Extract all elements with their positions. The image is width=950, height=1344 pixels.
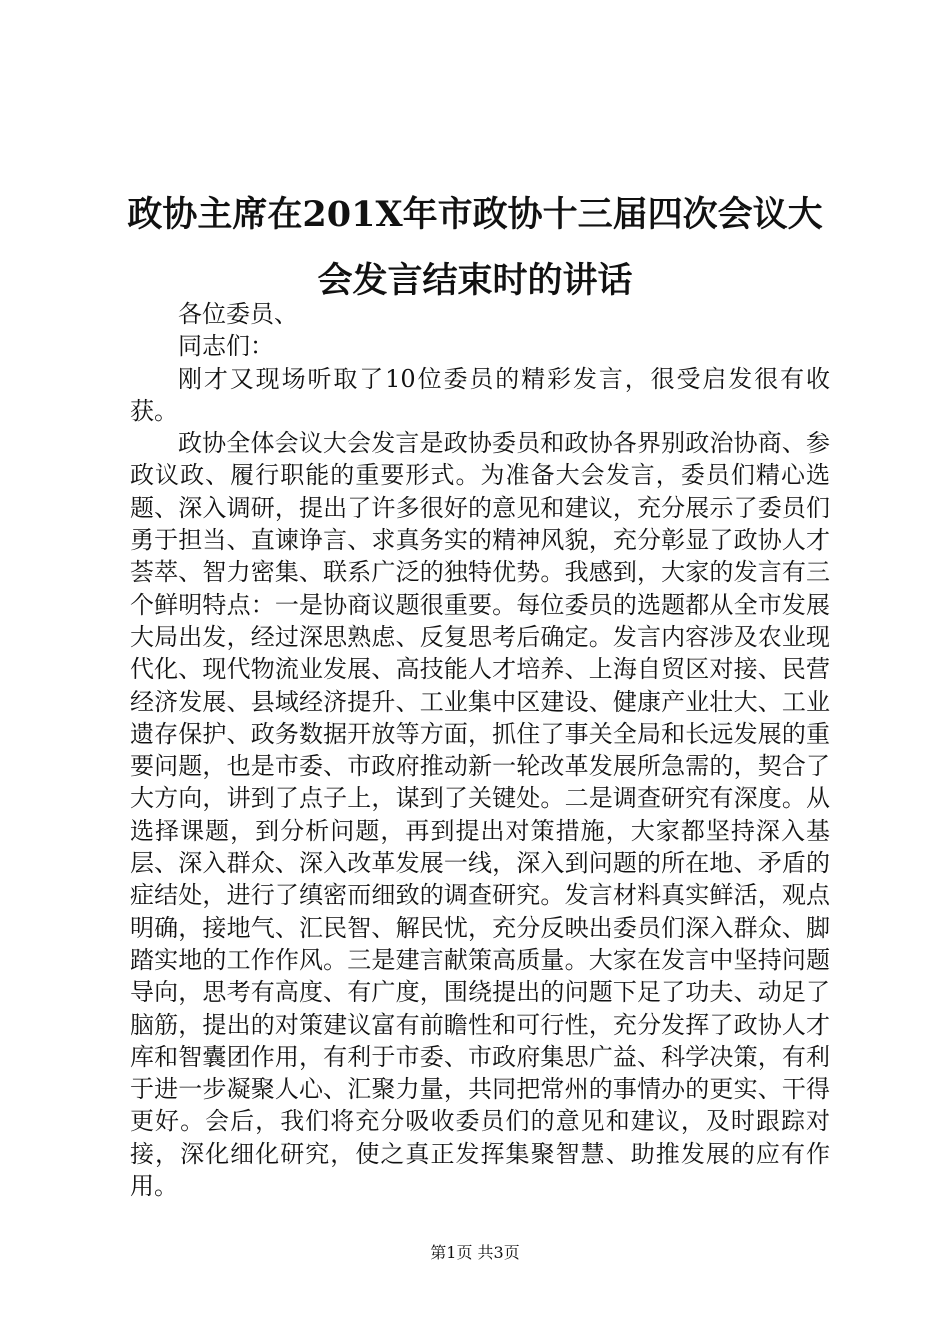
paragraph-main: 政协全体会议大会发言是政协委员和政协各界别政治协商、参政议政、履行职能的重要形式。为准备大会发言，委员们精心选题、深入调研，提出了许多很好的意见和建议，充分展示了委员们勇于担当、直谏诤言、求真务实的精神风貌，充分彰显了政协人才荟萃、智力密集、联系广泛的独特优势。我感到，大家的发言有三个鲜明特点：一是协商议题很重要。每位委员的选题都从全市发展大局出发，经过深思熟虑、反复思考后确定。发言内容涉及农业现代化、现代物流业发展、高技能人才培养、上海自贸区对接、民营经济发展、县域经济提升、工业集中区建设、健康产业壮大、工业遗存保护、政务数据开放等方面，抓住了事关全局和长远发展的重要问题，也是市委、市政府推动新一轮改革发展所急需的，契合了大方向，讲到了点子上，谋到了关键处。二是调查研究有深度。从选择课题，到分析问题，再到提出对策措施，大家都坚持深入基层、深入群众、深入改革发展一线，深入到问题的所在地、矛盾的症结处，进行了缜密而细致的调查研究。发言材料真实鲜活，观点明确，接地气、汇民智、解民忧，充分反映出委员们深入群众、脚踏实地的工作作风。三是建言献策高质量。大家在发言中坚持问题导向，思考有高度、有广度，围绕提出的问题下足了功夫、动足了脑筋，提出的对策建议富有前瞻性和可行性，充分发挥了政协人才库和智囊团作用，有利于市委、市政府集思广益、科学决策，有利于进一步凝聚人心、汇聚力量，共同把常州的事情办的更实、干得更好。会后，我们将充分吸收委员们的意见和建议，及时跟踪对接，深化细化研究，使之真正发挥集聚智慧、助推发展的应有作用。 (130, 429, 830, 1201)
page-number: 第1页 共3页 (430, 1243, 520, 1262)
document-body (130, 298, 830, 1202)
document-title: 政协主席在201X年市政协十三届四次会议大会发言结束时的讲话 (127, 194, 823, 301)
paragraph-intro: 刚才又现场听取了10位委员的精彩发言，很受启发很有收获。 (130, 364, 830, 425)
salutation-line-1: 各位委员、 (178, 300, 298, 328)
salutation-line-2: 同志们： (178, 332, 274, 361)
